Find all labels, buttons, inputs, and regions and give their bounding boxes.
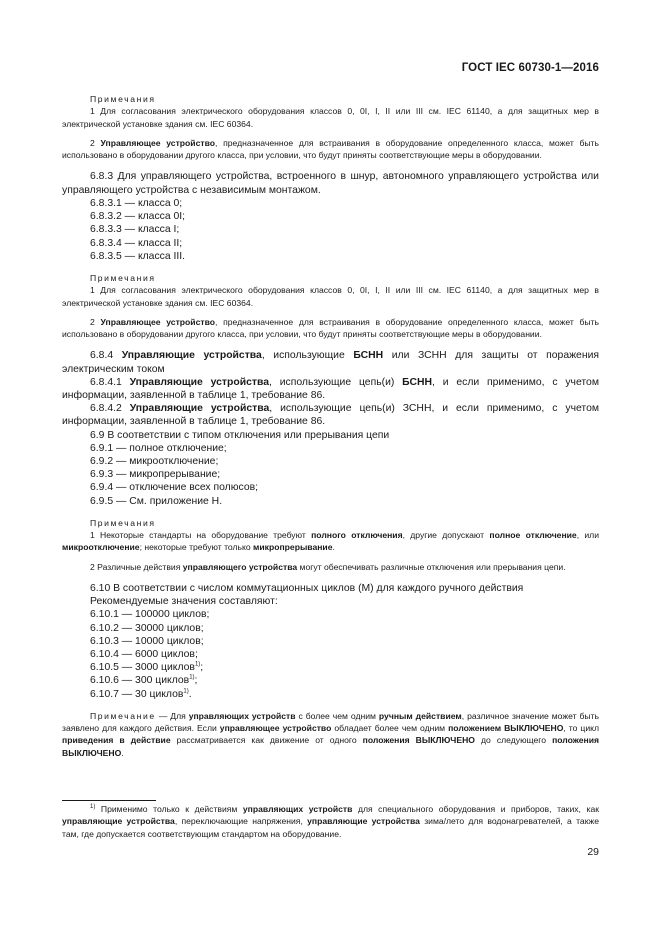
list-item: 6.10.1 — 100000 циклов; — [90, 609, 210, 621]
list-item: 6.10.3 — 10000 циклов; — [90, 635, 204, 647]
list-item: 6.10.5 — 3000 циклов$^{1)}$; — [90, 661, 204, 674]
footnote-ref: 1) — [194, 661, 201, 668]
note-paragraph: 2 Управляющее устройство, предназначенное для встраивания в оборудование определенного класса, может быть использовано в оборудовании другого класса, при условии, что будут приняты соответствующие меры в оборудовании. — [62, 316, 599, 340]
clause-6-10: 6.10 В соответствии с числом коммутационных циклов (М) для каждого ручного действия — [90, 583, 524, 595]
note-paragraph: 1 Для согласования электрического оборудования классов 0, 0I, I, II или III см. IEC 61140, а для защитных мер в электрической установке здания см. IEC 60364. — [62, 106, 599, 129]
list-item: 6.8.3.2 — класса 0I; — [90, 211, 186, 223]
footnote-ref: 1) — [189, 674, 195, 681]
note-paragraph: 1 Для согласования электрического оборудования классов 0, 0I, I, II или III см. IEC 61140, а для защитных мер в электрической установке здания см. IEC 60364. — [62, 285, 599, 308]
note-paragraph: 1 Некоторые стандарты на оборудование требуют полного отключения, другие допускают полное отключение, или микроотключение; некоторые требуют только микропрерывание. — [62, 530, 599, 553]
list-item: 6.9.3 — микропрерывание; — [90, 469, 221, 481]
clause-6-9: 6.9 В соответствии с типом отключения или прерывания цепи — [90, 429, 390, 441]
clause-6-8-4-1: 6.8.4.1 Управляющие устройства, использующие цепь(и) БСНН, и если применимо, с учетом информации, заявленной в таблице 1, требование 86. — [62, 376, 599, 401]
list-item: 6.10.7 — 30 циклов$^{1)}$. — [90, 688, 192, 700]
clause-6-10-subtext: Рекомендуемые значения составляют: — [90, 596, 278, 608]
footnote-ref: 1) — [183, 688, 189, 695]
list-item: 6.8.3.3 — класса I; — [90, 224, 180, 236]
note-paragraph: 2 Управляющее устройство, предназначенное для встраивания в оборудование определенного класса, может быть использовано в оборудовании другого класса, при условии, что будут приняты соответствующие меры в оборудовании. — [62, 137, 599, 161]
list-item: 6.8.3.1 — класса 0; — [90, 197, 183, 209]
clause-6-8-4: 6.8.4 Управляющие устройства, использующие БСНН или ЗСНН для защиты от поражения электрическим током — [62, 350, 599, 375]
page-number: 29 — [587, 846, 599, 858]
list-item: 6.9.4 — отключение всех полюсов; — [90, 482, 259, 494]
notes-heading: Примечания — [90, 272, 156, 283]
list-item: 6.9.2 — микроотключение; — [90, 456, 219, 468]
note-paragraph: Примечание — Для управляющих устройств с более чем одним ручным действием, различное значение может быть заявлено для каждого действия. Если управляющее устройство обладает более чем одним положением ВЫКЛЮЧЕНО, то цикл приведения в действие рассматривается как движение от одного положения ВЫКЛЮЧЕНО до следующего положения ВЫКЛЮЧЕНО. — [62, 710, 600, 758]
list-item: 6.9.1 — полное отключение; — [90, 442, 227, 454]
list-item: 6.8.3.5 — класса III. — [90, 250, 186, 262]
note-paragraph: 2 Различные действия управляющего устройства могут обеспечивать различные отключения или прерывания цепи. — [90, 561, 566, 572]
list-item: 6.8.3.4 — класса II; — [90, 237, 183, 249]
footnote-separator — [62, 800, 156, 801]
footnote-mark: 1) — [90, 804, 96, 811]
standard-header: ГОСТ IEC 60730-1—2016 — [461, 62, 599, 74]
list-item: 6.9.5 — См. приложение Н. — [90, 495, 223, 507]
list-item: 6.10.2 — 30000 циклов; — [90, 622, 204, 634]
clause-6-8-3: 6.8.3 Для управляющего устройства, встроенного в шнур, автономного управляющего устройства или управляющего устройства с независимым монтажом. — [62, 171, 599, 196]
list-item: 6.10.6 — 300 циклов$^{1)}$; — [90, 674, 198, 687]
list-item: 6.10.4 — 6000 циклов; — [90, 649, 198, 661]
notes-heading: Примечания — [90, 94, 156, 104]
footnote: $^{1)}$ Применимо только к действиям управляющих устройств для специального оборудования и приборов, таких, как управляющие устройства, переключающие напряжения, управляющие устройства зима/лето для водонагревателей, а также там, где допускается соответствующим стандартом на оборудование. — [62, 804, 599, 839]
notes-heading: Примечания — [90, 517, 156, 528]
main-content — [62, 93, 599, 759]
clause-6-8-4-2: 6.8.4.2 Управляющие устройства, использующие цепь(и) ЗСНН, и если применимо, с учетом информации, заявленной в таблице 1, требование 86. — [62, 403, 599, 428]
